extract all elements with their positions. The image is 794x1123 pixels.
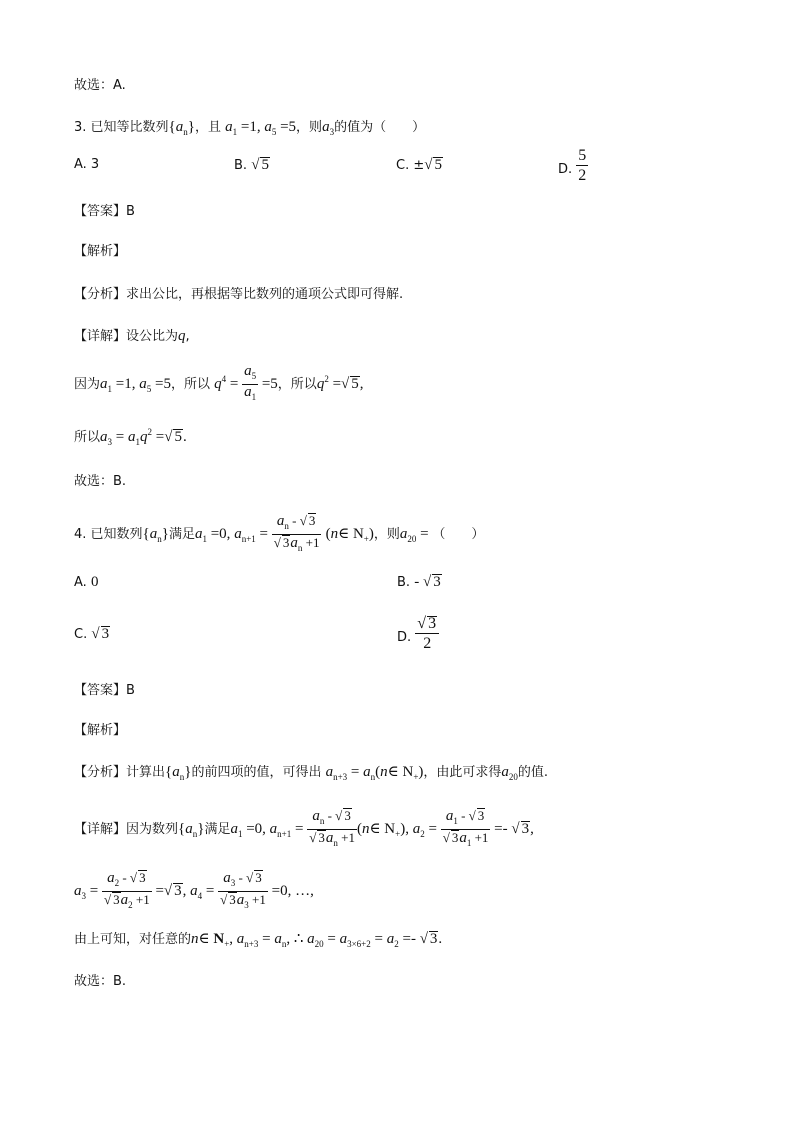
q4-option-a-label: A. xyxy=(74,575,87,590)
q4-stem: 4. 已知数列$\{a_n\}$满足$a_1 =0$, $a_{n+1}$ = $\frac{a_n - √ 3}{√ 3a_n +1}$ (n∈ $N_+$)，则$a_{20}$ = （ ） xyxy=(74,513,485,553)
fenxi-text-b: 的前四项的值，可得出 xyxy=(191,765,322,780)
q3-xiangjie: 【详解】设公比为q, xyxy=(74,328,190,344)
q3-so1: ，所以 xyxy=(170,377,210,392)
xiangjie-text: 设公比为 xyxy=(126,329,179,344)
q3-stem-mid: ，且 xyxy=(194,120,221,135)
previous-answer: 故选：A. xyxy=(74,78,126,93)
answer-value: B xyxy=(126,204,135,219)
q3-so3: 所以 xyxy=(74,430,101,445)
q4-option-b-label: B. xyxy=(397,575,411,590)
q3-stem: 3. 已知等比数列$\{a_n\}$，且 $a_1 =1$, $a_5 =5$，则$a_3$的值为（ ） xyxy=(74,119,426,137)
answer-tag: 【答案】 xyxy=(74,683,127,698)
q3-option-b-label: B. xyxy=(234,158,248,173)
q4-option-a[interactable] xyxy=(74,574,98,591)
answer-tag: 【答案】 xyxy=(74,204,127,219)
q3-step-2: 所以$a_3 = a_1q^2$ =√ 5. xyxy=(74,427,187,447)
q3-option-a[interactable]: A. 3 xyxy=(74,157,100,172)
q4-stem-mid: 满足 xyxy=(168,527,195,542)
q3-stem-then: ，则 xyxy=(296,120,323,135)
fenxi-text-c: ，由此可求得 xyxy=(423,765,502,780)
q3-stem-suffix: 的值为（ ） xyxy=(334,120,426,135)
q4-final: 故选：B. xyxy=(74,974,127,989)
answer-value: B xyxy=(126,683,135,698)
q4-fenxi: 【分析】计算出$\{a_n\}$的前四项的值，可得出 $a_{n+3}$ = $a_n(n\in$ $N_+$)，由此可求得$a_{20}$的值. xyxy=(74,764,549,782)
q4-step-2: $a_3$ = $\frac{a_2 - √ 3}{√ 3a_2 +1}$ =√ 3, $a_4$ = $\frac{a_3 - √ 3}{√ 3a_3 +1}$ =0, …, xyxy=(74,870,314,910)
q4-option-c[interactable]: C. √ 3 xyxy=(74,626,110,642)
q3-option-c[interactable]: C. ±√ 5 xyxy=(396,157,442,173)
q3-answer xyxy=(74,200,135,219)
q3-option-d[interactable]: D. $\frac{5}{2}$ xyxy=(558,147,587,184)
q3-option-b[interactable]: B. √ 5 xyxy=(234,157,269,173)
xiangjie-text-b: 满足 xyxy=(204,822,231,837)
fenxi-text: 求出公比，再根据等比数列的通项公式即可得解. xyxy=(126,287,404,302)
q4-xiangjie: 【详解】因为数列$\{a_n\}$满足$a_1 =0$, $a_{n+1}$ = $\frac{a_n - √ 3}{√ 3a_n +1}$ (n∈ $N_+$), $a_2$ = $\frac{a_1 - √ 3}{√ 3a_1 +1}$ =- √ 3, xyxy=(74,808,534,848)
q4-analysis-tag: 【解析】 xyxy=(74,723,127,738)
q4-conclusion: 由上可知，对任意的n∈ $N_+$, $a_{n+3} = a_n$, ∴ $a_{20} = a_{3\times 6+2} = a_2$ =- √ 3. xyxy=(74,931,443,949)
q3-option-d-label: D. xyxy=(558,162,573,177)
q3-step-1: 因为$a_1 =1$, $a_5 =5$，所以 $q^4$ = $\frac{a_5}{a_1}$ =5，所以$q^2$ =√ 5, xyxy=(74,363,364,402)
q4-option-d-label: D. xyxy=(397,630,412,645)
fenxi-text-d: 的值. xyxy=(517,765,549,780)
q4-option-a-value: 0 xyxy=(90,574,99,590)
q3-so2: ，所以 xyxy=(277,377,317,392)
q4-answer xyxy=(74,679,135,698)
q4-option-d[interactable]: D. $\frac{√ 3}{2}$ xyxy=(397,614,439,653)
xiangjie-text-a: 因为数列 xyxy=(126,822,179,837)
fenxi-tag: 【分析】 xyxy=(74,765,127,780)
q3-final: 故选：B. xyxy=(74,474,127,489)
q3-fenxi xyxy=(74,283,403,302)
q4-option-b[interactable]: B. - √ 3 xyxy=(397,574,441,590)
conclusion-text: 由上可知，对任意的 xyxy=(74,932,192,947)
q3-stem-prefix: 3. 已知等比数列 xyxy=(74,120,169,135)
q4-stem-prefix: 4. 已知数列 xyxy=(74,527,143,542)
xiangjie-tag: 【详解】 xyxy=(74,329,127,344)
q3-because: 因为 xyxy=(74,377,101,392)
xiangjie-tag: 【详解】 xyxy=(74,822,127,837)
q4-stem-then: ，则 xyxy=(373,527,400,542)
q4-option-c-label: C. xyxy=(74,627,88,642)
q3-analysis-tag: 【解析】 xyxy=(74,244,127,259)
fenxi-text-a: 计算出 xyxy=(126,765,166,780)
q3-option-c-label: C. ± xyxy=(396,158,425,173)
fenxi-tag: 【分析】 xyxy=(74,287,127,302)
q4-stem-suffix: （ ） xyxy=(432,527,485,542)
